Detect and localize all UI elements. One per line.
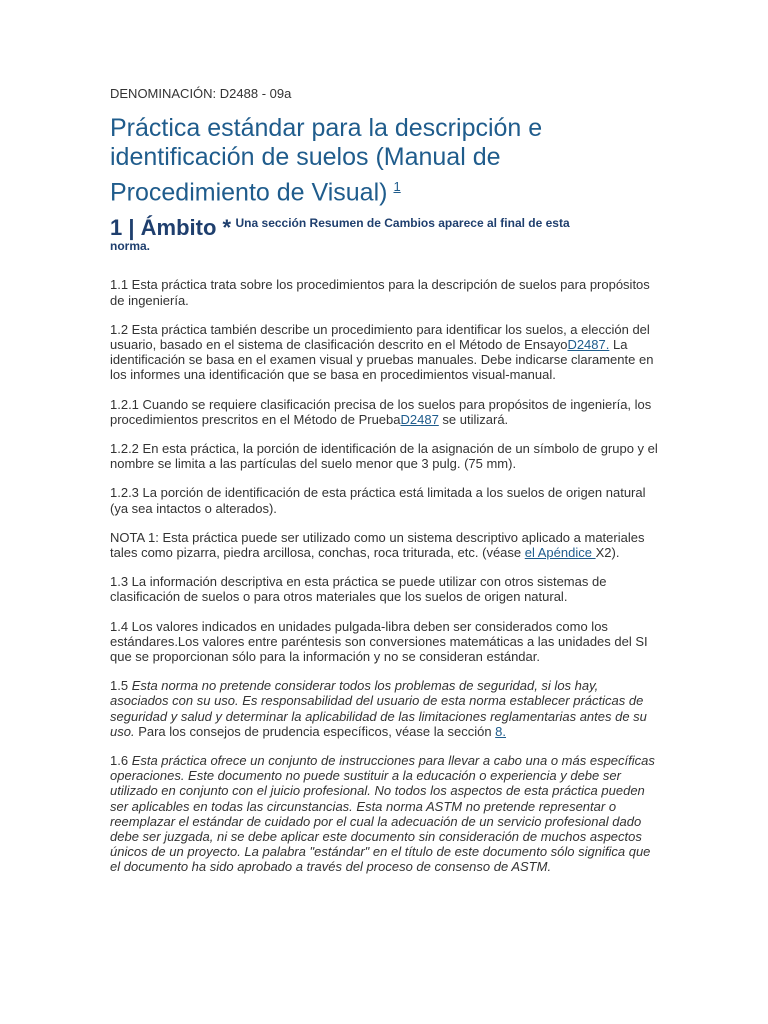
paragraph-1-2-2: 1.2.2 En esta práctica, la porción de identificación de la asignación de un símbolo de grupo y el nombre se limita a las partículas del suelo menor que 3 pulg. (75 mm). xyxy=(110,440,658,472)
paragraph-1-2-text-a: 1.2 Esta práctica también describe un procedimiento para identificar los suelos, a elección del usuario, basado en el sistema de clasificación descrito en el Método de Ensayo xyxy=(110,321,650,352)
paragraph-1-5-italic: Esta norma no pretende considerar todos los problemas de seguridad, si los hay, asociados con su uso. Es responsabilidad del usuario de esta norma establecer prácticas de seguridad y salud y determinar la aplicabilidad de las limitaciones reglamentarias antes de su uso. xyxy=(110,678,647,739)
designation-label: DENOMINACIÓN: D2488 - 09a xyxy=(110,86,292,101)
section-number-title: 1 | Ámbito * xyxy=(110,215,232,241)
summary-of-changes-note: Una sección Resumen de Cambios aparece al final de esta xyxy=(235,216,570,231)
paragraph-1-6 xyxy=(110,753,660,875)
link-appendix[interactable]: el Apéndice xyxy=(524,544,596,560)
paragraph-1-3: 1.3 La información descriptiva en esta práctica se puede utilizar con otros sistemas de clasificación de suelos o para otros materiales que los suelos de origen natural. xyxy=(110,574,607,605)
paragraph-1-2-1-text-a: 1.2.1 Cuando se requiere clasificación precisa de los suelos para propósitos de ingeniería, los procedimientos prescritos en el Método de Prueba xyxy=(110,396,652,427)
note-1-text-a: NOTA 1: Esta práctica puede ser utilizado como un sistema descriptivo aplicado a materiales tales como pizarra, piedra arcillosa, conchas, roca triturada, etc. (véase xyxy=(110,529,645,560)
footnote-link[interactable]: 1 xyxy=(393,179,401,194)
summary-of-changes-note-end: norma. xyxy=(110,239,151,254)
link-section-8[interactable]: 8. xyxy=(495,723,507,739)
paragraph-1-6-number: 1.6 xyxy=(110,753,132,768)
paragraph-1-2-3: 1.2.3 La porción de identificación de esta práctica está limitada a los suelos de origen natural (ya sea intactos o alterados). xyxy=(110,485,646,516)
title-text: Práctica estándar para la descripción e identificación de suelos (Manual de Procedimiento de Visual) xyxy=(110,114,543,207)
paragraph-1-5 xyxy=(110,678,660,739)
paragraph-1-2-1 xyxy=(110,397,660,427)
section-heading-scope xyxy=(110,215,660,255)
note-1 xyxy=(110,530,660,560)
paragraph-1-2-text-b: La identificación se basa en el examen visual y pruebas manuales. Debe indicarse claramente en los informes una identificación que se basa en procedimientos visual-manual. xyxy=(110,336,654,383)
link-d2487-method[interactable]: D2487 xyxy=(400,411,439,427)
paragraph-1-2-1-text-b: se utilizará. xyxy=(438,411,509,427)
paragraph-1-5-number: 1.5 xyxy=(110,678,132,694)
link-d2487[interactable]: D2487. xyxy=(567,336,610,352)
paragraph-1-6-italic: Esta práctica ofrece un conjunto de instrucciones para llevar a cabo una o más específicas operaciones. Este documento no puede sustituir a la educación o experiencia y debe ser utilizado en conjunto con el juicio profesional. No todos los aspectos de esta práctica pueden ser aplicables en todas las circunstancias. Esta norma ASTM no pretende representar o reemplazar el estándar de cuidado por el cual la adecuación de un servicio profesional dado debe ser juzgada, ni se debe aplicar este documento sin consideración de muchos aspectos únicos de un proyecto. La palabra "estándar" en el título de este documento sólo significa que el documento ha sido aprobado a través del proceso de consenso de ASTM. xyxy=(110,753,655,875)
paragraph-1-2 xyxy=(110,322,660,383)
page-title xyxy=(110,114,660,207)
note-1-text-b: X2). xyxy=(595,544,620,560)
paragraph-1-4: 1.4 Los valores indicados en unidades pulgada-libra deben ser considerados como los estándares.Los valores entre paréntesis son conversiones matemáticas a las unidades del SI que se proporcionan sólo para la información y no se consideran estándar. xyxy=(110,618,648,664)
paragraph-1-5-rest: Para los consejos de prudencia específicos, véase la sección xyxy=(134,723,496,739)
paragraph-1-1: 1.1 Esta práctica trata sobre los procedimientos para la descripción de suelos para propósitos de ingeniería. xyxy=(110,277,650,308)
